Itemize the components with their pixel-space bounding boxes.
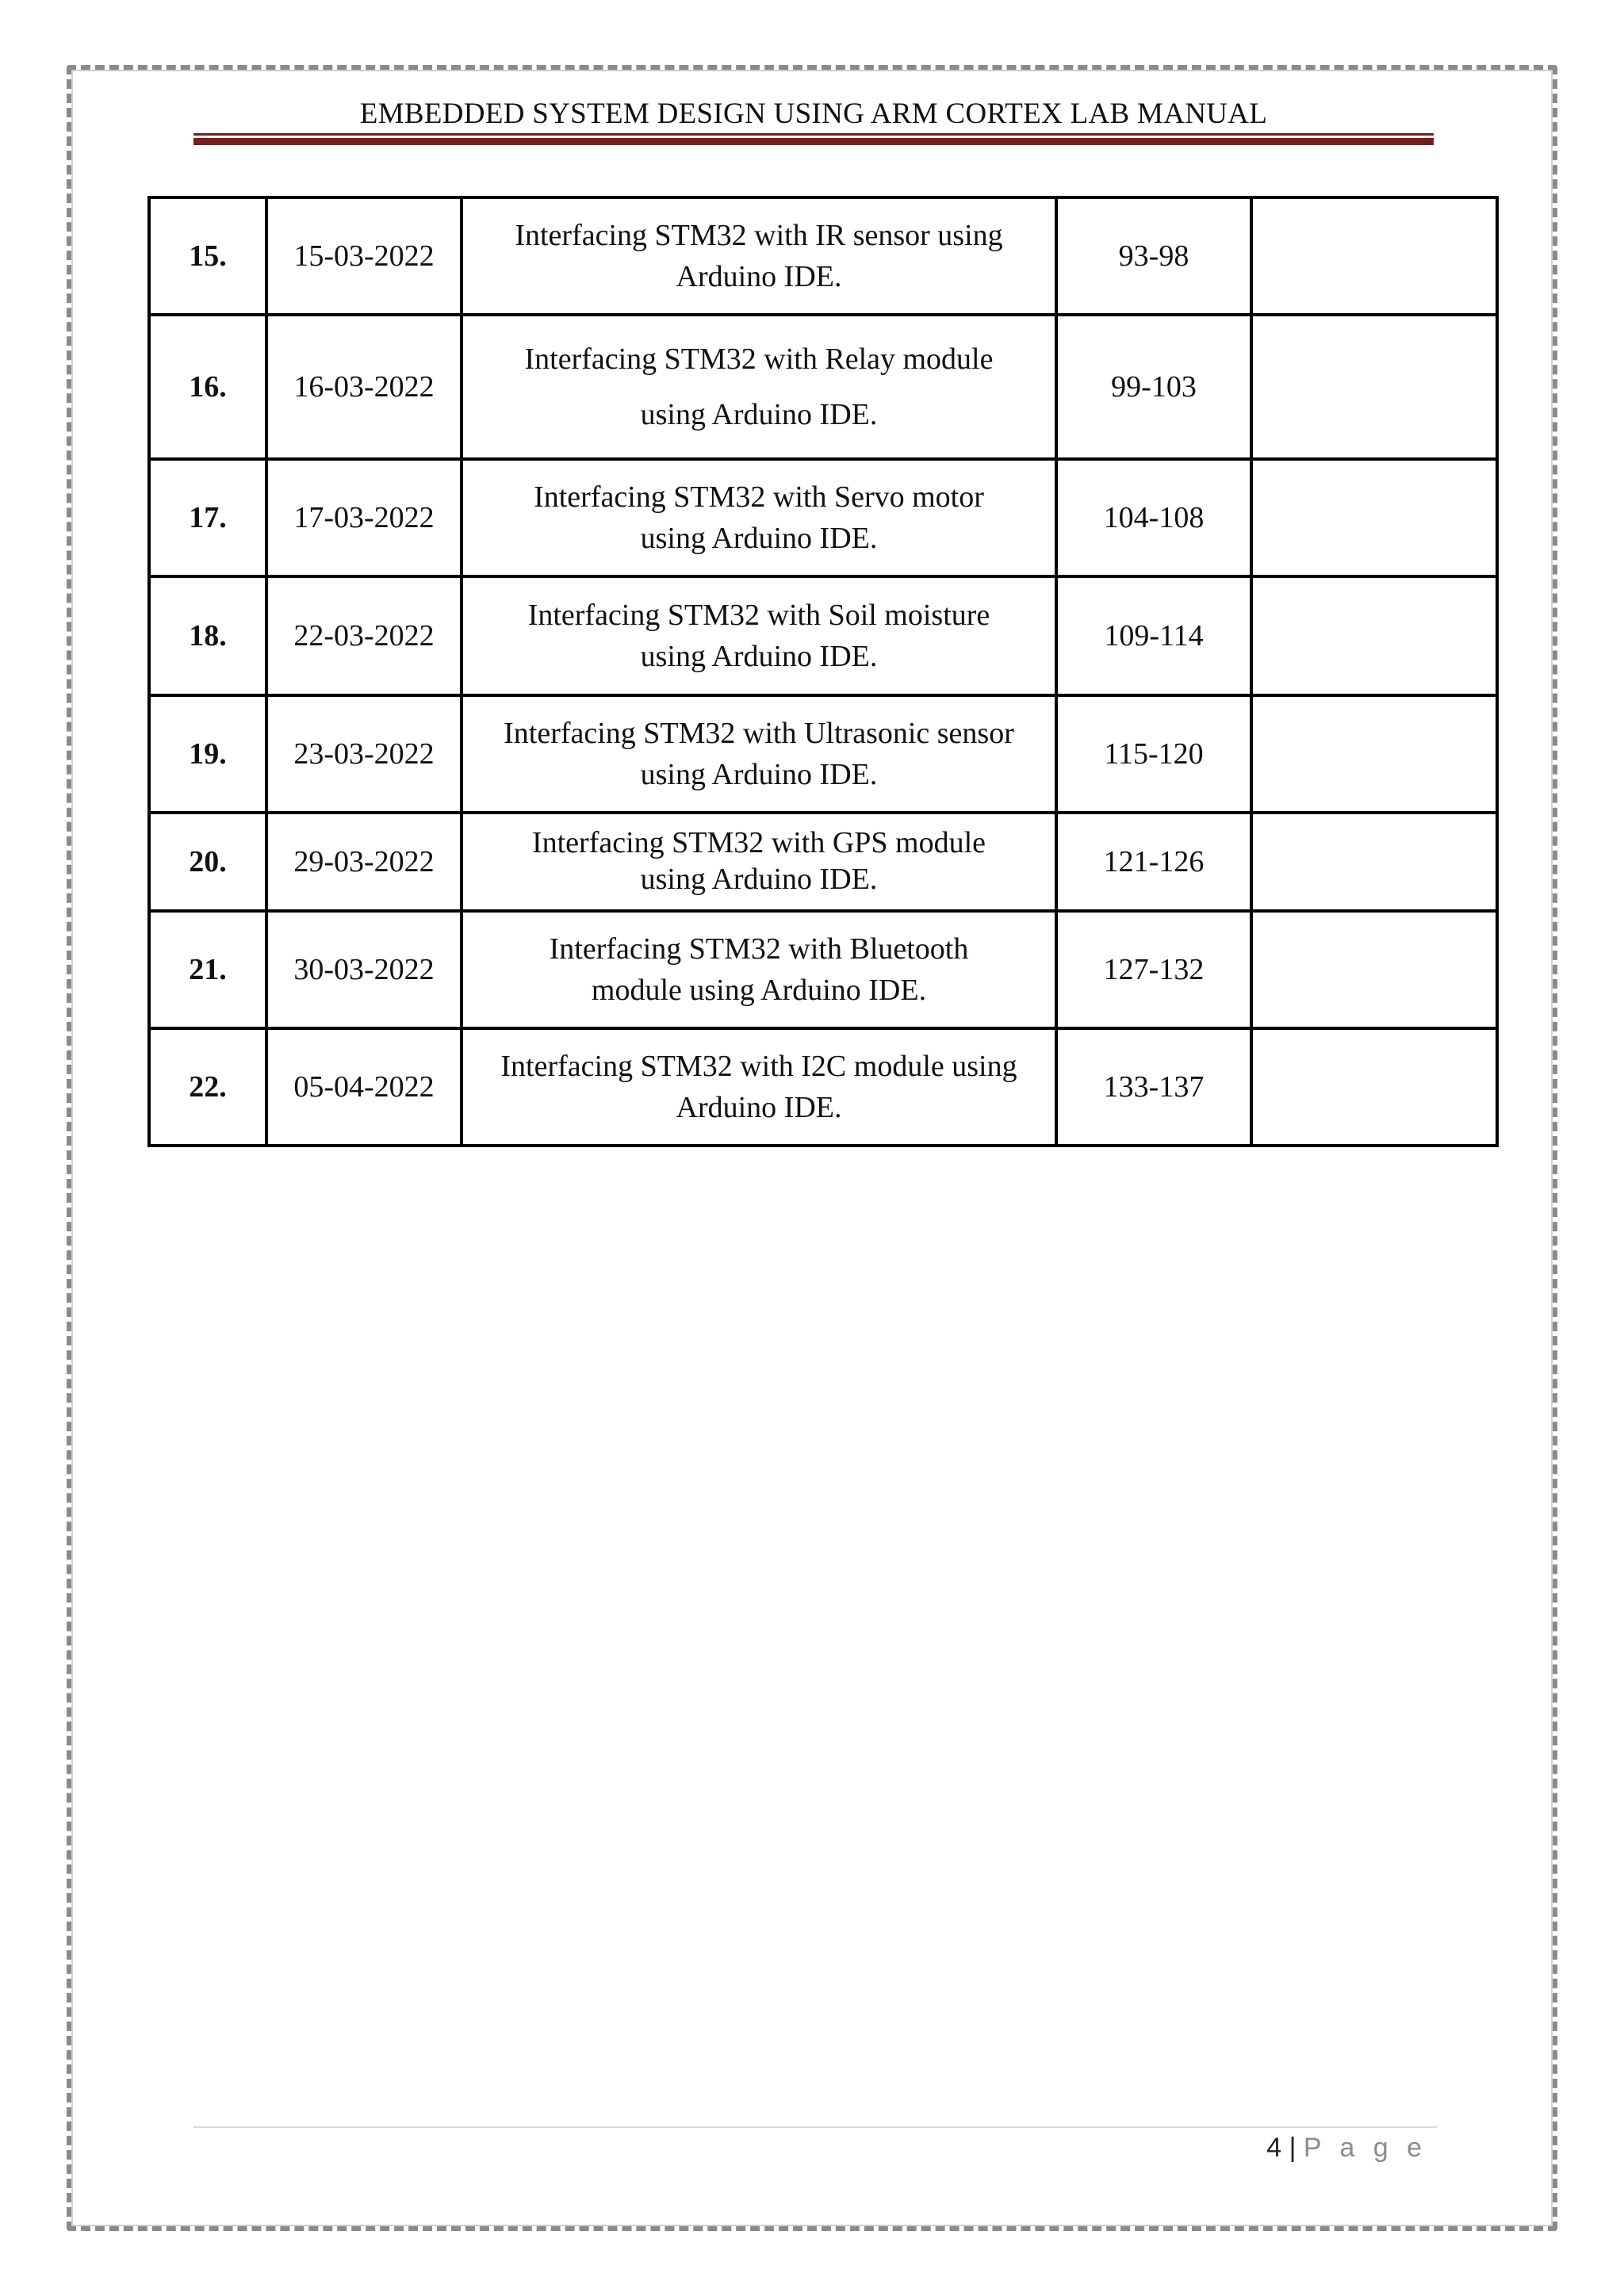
row-date: 30-03-2022 xyxy=(266,911,462,1028)
row-sign xyxy=(1251,1028,1497,1146)
row-title xyxy=(462,197,1056,315)
table-row xyxy=(149,197,1497,315)
row-number: 17. xyxy=(149,459,266,576)
page-separator: | xyxy=(1289,2133,1297,2163)
page-footer xyxy=(1266,2133,1427,2164)
row-number: 22. xyxy=(149,1028,266,1146)
row-number: 21. xyxy=(149,911,266,1028)
row-date: 29-03-2022 xyxy=(266,813,462,911)
row-pages: 93-98 xyxy=(1056,197,1251,315)
experiments-table xyxy=(147,196,1499,1147)
row-title-line2: using Arduino IDE. xyxy=(640,640,878,673)
row-number: 19. xyxy=(149,695,266,813)
row-pages: 133-137 xyxy=(1056,1028,1251,1146)
page-number: 4 xyxy=(1266,2133,1282,2163)
row-pages: 127-132 xyxy=(1056,911,1251,1028)
row-date: 22-03-2022 xyxy=(266,576,462,695)
row-title-line1: Interfacing STM32 with Servo motor xyxy=(534,480,984,514)
row-title-line2: using Arduino IDE. xyxy=(640,758,878,791)
page-word: P a g e xyxy=(1303,2133,1427,2163)
row-title-line1: Interfacing STM32 with Relay module xyxy=(524,342,994,376)
row-date: 15-03-2022 xyxy=(266,197,462,315)
row-title-line1: Interfacing STM32 with GPS module xyxy=(531,826,986,860)
row-title xyxy=(462,459,1056,576)
row-title-line1: Interfacing STM32 with Soil moisture xyxy=(527,598,990,632)
table-row xyxy=(149,459,1497,576)
row-number: 16. xyxy=(149,315,266,459)
row-title xyxy=(462,813,1056,911)
row-sign xyxy=(1251,315,1497,459)
row-pages: 99-103 xyxy=(1056,315,1251,459)
row-title-line1: Interfacing STM32 with I2C module using xyxy=(500,1049,1017,1083)
row-pages: 104-108 xyxy=(1056,459,1251,576)
table-row xyxy=(149,911,1497,1028)
row-sign xyxy=(1251,576,1497,695)
row-date: 16-03-2022 xyxy=(266,315,462,459)
row-title-line1: Interfacing STM32 with Ultrasonic sensor xyxy=(504,716,1014,750)
row-number: 18. xyxy=(149,576,266,695)
row-title-line2: module using Arduino IDE. xyxy=(591,974,927,1007)
row-sign xyxy=(1251,911,1497,1028)
row-title xyxy=(462,1028,1056,1146)
row-sign xyxy=(1251,813,1497,911)
table-row xyxy=(149,315,1497,459)
footer-rule xyxy=(193,2126,1437,2128)
row-pages: 121-126 xyxy=(1056,813,1251,911)
row-title-line2: using Arduino IDE. xyxy=(640,398,878,431)
table-row xyxy=(149,813,1497,911)
row-title xyxy=(462,576,1056,695)
row-pages: 115-120 xyxy=(1056,695,1251,813)
row-sign xyxy=(1251,695,1497,813)
row-title-line1: Interfacing STM32 with Bluetooth xyxy=(549,932,969,966)
row-sign xyxy=(1251,197,1497,315)
row-title-line2: using Arduino IDE. xyxy=(640,522,878,555)
row-number: 15. xyxy=(149,197,266,315)
header-title: EMBEDDED SYSTEM DESIGN USING ARM CORTEX LAB MANUAL xyxy=(359,98,1268,130)
row-title-line2: Arduino IDE. xyxy=(676,1091,842,1124)
row-pages: 109-114 xyxy=(1056,576,1251,695)
table-row xyxy=(149,1028,1497,1146)
row-title-line1: Interfacing STM32 with IR sensor using xyxy=(515,218,1003,252)
row-date: 05-04-2022 xyxy=(266,1028,462,1146)
row-date: 23-03-2022 xyxy=(266,695,462,813)
header-rule-thick xyxy=(193,138,1434,145)
row-sign xyxy=(1251,459,1497,576)
row-title xyxy=(462,695,1056,813)
row-title-line2: using Arduino IDE. xyxy=(640,863,878,896)
row-date: 17-03-2022 xyxy=(266,459,462,576)
row-title xyxy=(462,315,1056,459)
table-row xyxy=(149,576,1497,695)
table-row xyxy=(149,695,1497,813)
row-title xyxy=(462,911,1056,1028)
row-title-line2: Arduino IDE. xyxy=(676,260,842,293)
header-rule-thin xyxy=(193,133,1434,136)
row-number: 20. xyxy=(149,813,266,911)
